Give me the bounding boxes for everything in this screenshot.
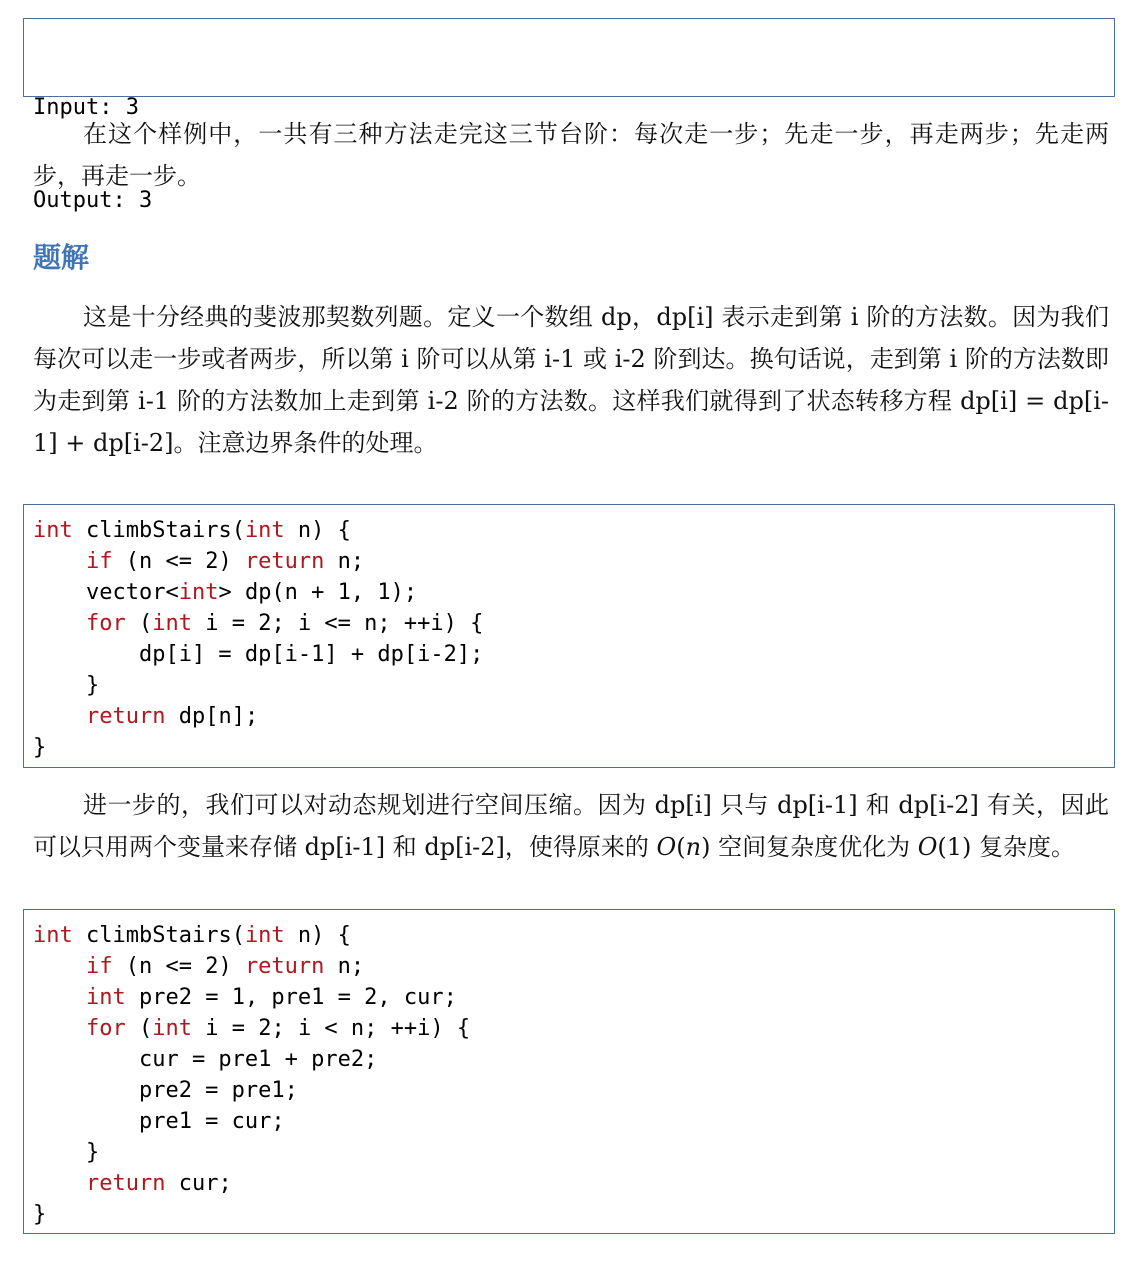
code-text: cur; <box>165 1171 232 1196</box>
code-text <box>33 954 86 979</box>
code-keyword: int <box>33 518 73 543</box>
code-text <box>33 704 86 729</box>
code-text: (n <= 2) <box>112 549 245 574</box>
code-text: } <box>33 735 47 760</box>
optimization-text-2: 空间复杂度优化为 <box>710 833 918 861</box>
code-keyword: int <box>178 580 219 605</box>
code-text: i = 2; i < n; ++i) { <box>191 1016 471 1041</box>
code-keyword: if <box>85 549 113 574</box>
code-block-2 <box>23 909 1115 1234</box>
code-keyword: return <box>244 549 325 574</box>
code-line <box>33 920 1114 951</box>
code-line <box>33 608 1114 639</box>
code-text: n; <box>324 954 365 979</box>
code-text <box>33 985 86 1010</box>
example-output-line: Output: 3 <box>33 188 153 213</box>
example-input-line: Input: 3 <box>33 95 139 120</box>
code-keyword: int <box>85 985 126 1010</box>
code-text: vector< <box>33 580 179 605</box>
code-line <box>33 1106 1114 1137</box>
big-o-arg-1: (1) <box>937 833 972 861</box>
code-text <box>33 1171 86 1196</box>
code-line <box>33 546 1114 577</box>
code-text: pre2 = 1, pre1 = 2, cur; <box>125 985 457 1010</box>
section-heading: 题解 <box>33 241 90 274</box>
code-block-2-text <box>24 910 1114 1230</box>
code-keyword: if <box>85 954 113 979</box>
code-line <box>33 639 1114 670</box>
code-line <box>33 1168 1114 1199</box>
code-keyword: return <box>85 1171 166 1196</box>
code-line <box>33 982 1114 1013</box>
code-keyword: int <box>244 923 285 948</box>
code-block-1 <box>23 504 1115 768</box>
code-text: > dp(n + 1, 1); <box>218 580 418 605</box>
code-text: dp[i] = dp[i-1] + dp[i-2]; <box>33 642 484 667</box>
paren-open: ( <box>676 833 686 861</box>
optimization-text-1: 进一步的，我们可以对动态规划进行空间压缩。因为 dp[i] 只与 dp[i-1] 和 dp[i-2] 有关，因此可以只用两个变量来存储 dp[i-1] 和 dp[i-2]，使得原来的 <box>33 791 1109 861</box>
optimization-paragraph <box>33 784 1109 868</box>
example-explanation: 在这个样例中，一共有三种方法走完这三节台阶：每次走一步；先走一步，再走两步；先走两步，再走一步。 <box>33 120 1109 190</box>
code-line <box>33 515 1114 546</box>
optimization-text-3: 复杂度。 <box>971 833 1076 861</box>
code-text: pre2 = pre1; <box>33 1078 298 1103</box>
code-line <box>33 1044 1114 1075</box>
code-text: n) { <box>284 923 351 948</box>
code-text: climbStairs( <box>72 518 245 543</box>
code-keyword: int <box>33 923 73 948</box>
code-text <box>33 549 86 574</box>
code-text: cur = pre1 + pre2; <box>33 1047 378 1072</box>
code-text: n) { <box>284 518 351 543</box>
big-o-arg-n: n <box>685 833 702 861</box>
code-line <box>33 1199 1114 1230</box>
code-text: climbStairs( <box>72 923 245 948</box>
code-line <box>33 1075 1114 1106</box>
code-text: n; <box>324 549 365 574</box>
code-keyword: int <box>244 518 285 543</box>
code-keyword: int <box>152 611 192 636</box>
code-line <box>33 951 1114 982</box>
code-line <box>33 670 1114 701</box>
code-keyword: for <box>85 1016 126 1041</box>
code-text: ( <box>125 611 153 636</box>
code-line <box>33 577 1114 608</box>
code-text: } <box>33 1140 100 1165</box>
big-o-symbol-1: O <box>656 833 677 861</box>
code-keyword: return <box>244 954 325 979</box>
code-text: } <box>33 673 100 698</box>
code-line <box>33 1013 1114 1044</box>
code-block-1-text <box>24 505 1114 763</box>
code-line <box>33 732 1114 763</box>
code-text: } <box>33 1202 47 1227</box>
code-text: (n <= 2) <box>112 954 245 979</box>
code-line <box>33 701 1114 732</box>
code-keyword: int <box>152 1016 192 1041</box>
paren-close: ) <box>701 833 711 861</box>
code-text <box>33 611 86 636</box>
code-keyword: for <box>85 611 126 636</box>
code-text: dp[n]; <box>165 704 259 729</box>
code-text: ( <box>125 1016 153 1041</box>
code-text <box>33 1016 86 1041</box>
code-line <box>33 1137 1114 1168</box>
code-keyword: return <box>85 704 166 729</box>
code-text: pre1 = cur; <box>33 1109 285 1134</box>
solution-paragraph: 这是十分经典的斐波那契数列题。定义一个数组 dp，dp[i] 表示走到第 i 阶的方法数。因为我们每次可以走一步或者两步，所以第 i 阶可以从第 i-1 或 i-2 阶到达。换句话说，走到第 i 阶的方法数即为走到第 i-1 阶的方法数加上走到第 i-2 阶的方法数。这样我们就得到了状态转移方程 dp[i] = dp[i-1] + dp[i-2]。注意边界条件的处理。 <box>33 303 1109 457</box>
code-text: i = 2; i <= n; ++i) { <box>191 611 484 636</box>
big-o-symbol-2: O <box>917 833 938 861</box>
